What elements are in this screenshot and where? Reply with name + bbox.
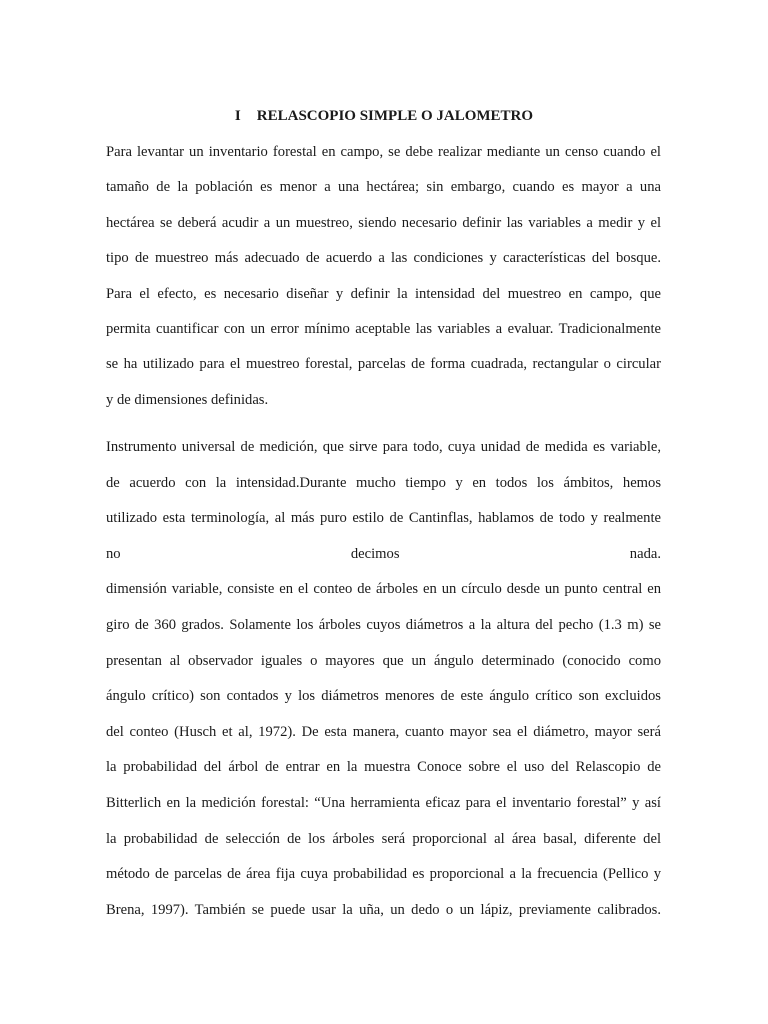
paragraph-line: y de dimensiones definidas. [106,391,269,408]
paragraph-line: Instrumento universal de medición, que sirve para todo, cuya unidad de medida es variable, [106,439,661,455]
paragraph-intro [106,135,661,418]
paragraph-line: Brena, 1997). También se puede usar la uña, un dedo o un lápiz, previamente calibrados. [106,901,661,918]
paragraph-line: tipo de muestreo más adecuado de acuerdo a las condiciones y características del bosque. [106,250,661,267]
section-heading [0,106,768,126]
paragraph-line: método de parcelas de área fija cuya probabilidad es proporcional a la frecuencia (Pellico y [106,866,661,883]
paragraph-line: se ha utilizado para el muestreo forestal, parcelas de forma cuadrada, rectangular o circular [106,356,661,373]
paragraph-line: utilizado esta terminología, al más puro estilo de Cantinflas, hablamos de todo y realmente [106,510,661,527]
section-title: RELASCOPIO SIMPLE O JALOMETRO [256,108,534,124]
paragraph-line: Para el efecto, es necesario diseñar y definir la intensidad del muestreo en campo, que [106,285,661,302]
paragraph-line: de acuerdo con la intensidad.Durante mucho tiempo y en todos los ámbitos, hemos [106,474,661,491]
paragraph-line: Bitterlich en la medición forestal: “Una herramienta eficaz para el inventario forestal” y así [106,794,661,811]
paragraph-line: la probabilidad de selección de los árboles será proporcional al área basal, diferente del [106,830,661,847]
section-number: I [234,108,241,124]
paragraph-line: hectárea se deberá acudir a un muestreo, siendo necesario definir las variables a medir y el [106,214,661,231]
paragraph-line: del conteo (Husch et al, 1972). De esta manera, cuanto mayor sea el diámetro, mayor será [106,723,661,740]
paragraph-line: ángulo crítico) son contados y los diámetros menores de este ángulo crítico son excluidos [106,688,661,705]
paragraph-line: giro de 360 grados. Solamente los árboles cuyos diámetros a la altura del pecho (1.3 m) se [106,616,661,633]
paragraph-line: Para levantar un inventario forestal en campo, se debe realizar mediante un censo cuando el [106,144,661,160]
paragraph-line: tamaño de la población es menor a una hectárea; sin embargo, cuando es mayor a una [106,179,661,196]
paragraph-line: permita cuantificar con un error mínimo aceptable las variables a evaluar. Tradicionalmente [106,320,661,337]
paragraph-line: dimensión variable, consiste en el conteo de árboles en un círculo desde un punto central en [106,581,661,598]
paragraph-line: presentan al observador iguales o mayores que un ángulo determinado (conocido como [106,652,661,669]
paragraph-relascope [106,430,661,928]
paragraph-line: no decimos nada. [106,545,661,562]
paragraph-line: la probabilidad del árbol de entrar en la muestra Conoce sobre el uso del Relascopio de [106,759,661,776]
